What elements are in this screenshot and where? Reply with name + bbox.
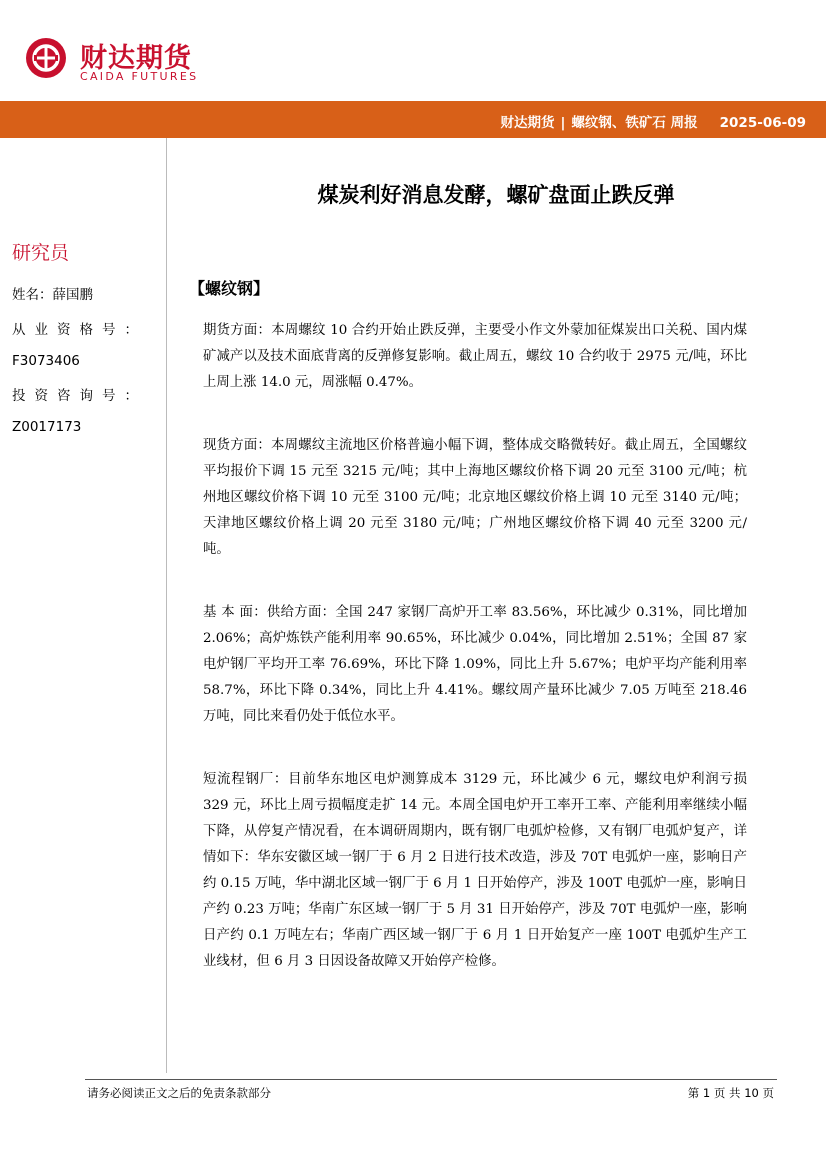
section-heading-rebar: 【螺纹钢】 — [189, 279, 270, 298]
report-header-text — [501, 111, 807, 131]
header-divider: | — [560, 115, 566, 131]
qualification-label: 从业资格号： — [12, 322, 147, 338]
header-company: 财达期货 — [500, 115, 555, 131]
page-title: 煤炭利好消息发酵，螺矿盘面止跌反弹 — [317, 183, 675, 207]
paragraph-futures-label: 期货方面： — [203, 323, 272, 338]
paragraph-spot-text: 本周螺纹主流地区价格普遍小幅下调，整体成交略微转好。截止周五，全国螺纹平均报价下调 15 元至 3215 元/吨；其中上海地区螺纹价格下调 20 元至 3100 元/吨；杭州地区螺纹价格下调 10 元至 3100 元/吨；北京地区螺纹价格上调 10 元至 3140 元/吨；天津地区螺纹价格上调 20 元至 3180 元/吨；广州地区螺纹价格下调 40 元至 3200 元/吨。 — [203, 438, 748, 557]
paragraph-futures-text: 本周螺纹 10 合约开始止跌反弹，主要受小作文外蒙加征煤炭出口关税、国内煤矿减产以及技术面底背离的反弹修复影响。截止周五，螺纹 10 合约收于 2975 元/吨，环比上周上涨 14.0 元，周涨幅 0.47%。 — [203, 323, 747, 390]
company-logo — [26, 34, 226, 86]
paragraph-eaf — [203, 767, 747, 975]
paragraph-spot — [203, 433, 747, 563]
sidebar-divider — [166, 138, 167, 1073]
investment-consulting-number: Z0017173 — [12, 419, 82, 435]
logo-mark-icon — [26, 38, 66, 78]
analyst-name: 姓名：薛国鹏 — [12, 287, 93, 303]
brand-name-cn: 财达期货 — [80, 43, 192, 74]
paragraph-spot-label: 现货方面： — [203, 438, 272, 453]
paragraph-fundamental-text: 供给方面：全国 247 家钢厂高炉开工率 83.56%，环比减少 0.31%，同比增加 2.06%；高炉炼铁产能利用率 90.65%，环比减少 0.04%，同比增加 2.51%；全国 87 家电炉钢厂平均开工率 76.69%，环比下降 1.09%，同比上升 5.67%；电炉平均产能利用率 58.7%，环比下降 0.34%，同比上升 4.41%。螺纹周产量环比减少 7.05 万吨至 218.46 万吨，同比来看仍处于低位水平。 — [203, 605, 747, 724]
brand-name-en: CAIDA FUTURES — [80, 70, 199, 83]
paragraph-futures — [203, 318, 747, 396]
paragraph-eaf-text: 目前华东地区电炉测算成本 3129 元，环比减少 6 元，螺纹电炉利润亏损 329 元，环比上周亏损幅度走扩 14 元。本周全国电炉开工率开工率、产能利用率继续小幅下降，从停复产情况看，在本调研周期内，既有钢厂电弧炉检修，又有钢厂电弧炉复产，详情如下：华东安徽区域一钢厂于 6 月 2 日进行技术改造，涉及 70T 电弧炉一座，影响日产约 0.15 万吨，华中湖北区域一钢厂于 6 月 1 日开始停产，涉及 100T 电弧炉一座，影响日产约 0.23 万吨；华南广东区域一钢厂于 5 月 31 日开始停产，涉及 70T 电弧炉一座，影响日产约 0.1 万吨左右；华南广西区域一钢厂于 6 月 1 日开始复产一座 100T 电弧炉生产工业线材，但 6 月 3 日因设备故障又开始停产检修。 — [203, 772, 747, 969]
footer-divider — [85, 1079, 777, 1080]
header-date: 2025-06-09 — [719, 115, 806, 131]
qualification-number: F3073406 — [12, 353, 80, 369]
footer-page-number: 第 1 页 共 10 页 — [687, 1086, 774, 1100]
paragraph-eaf-label: 短流程钢厂： — [203, 772, 289, 787]
footer-disclaimer: 请务必阅读正文之后的免责条款部分 — [87, 1086, 271, 1100]
header-report-type: 螺纹钢、铁矿石 周报 — [571, 115, 698, 131]
sidebar-title: 研究员 — [12, 242, 70, 264]
analyst-sidebar — [12, 238, 162, 450]
investment-consulting-label: 投资咨询号： — [12, 388, 147, 404]
paragraph-fundamental-label: 基 本 面： — [203, 605, 267, 620]
report-header-bar — [0, 101, 826, 138]
paragraph-fundamental — [203, 600, 747, 730]
